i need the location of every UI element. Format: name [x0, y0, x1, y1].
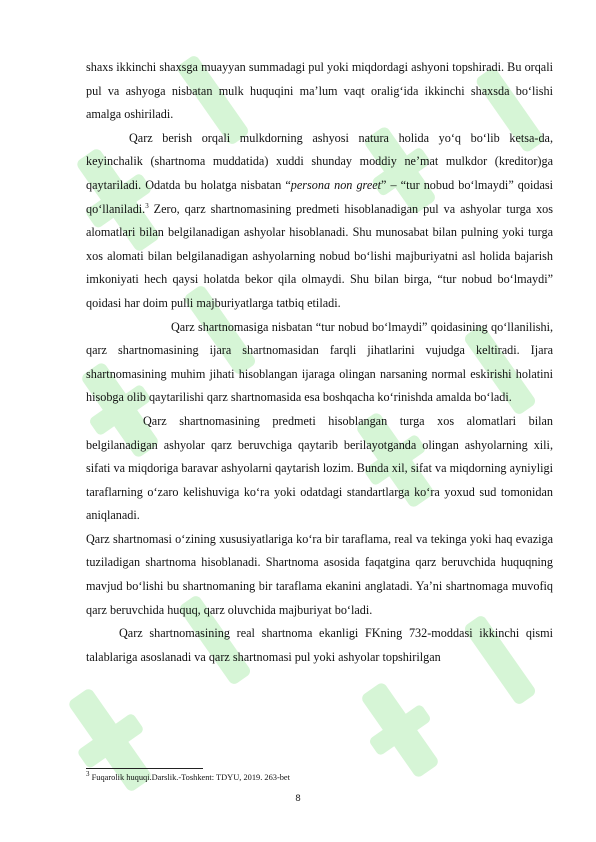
paragraph: Qarz shartnomasi o‘zining xususiyatlariga ko‘ra bir taraflama, real va tekinga yoki haq evaziga tuziladigan shartnoma hisoblanadi. Shartnoma asosida faqatgina qarz beruvchida huquqning mavjud bo‘lishi bu shartnomaning bir taraflama ekanini anglatadi. Ya’ni shartnomaga muvofiq qarz beruvchida huquq, qarz oluvchida majburiyat bo‘ladi.	[86, 531, 553, 617]
paragraph-text: Qarz berish orqali mulkdorning ashyosi natura holida yo‘q bo‘lib ketsa-da, keyinchalik (shartnoma muddatida) xuddi shunday moddiy ne’mat mulkdor (kreditor)ga qaytariladi. Odatda bu holatga nisbatan “	[86, 130, 553, 192]
paragraph: Qarz shartnomasiga nisbatan “tur nobud bo‘lmaydi” qoidasining qo‘llanilishi, qarz shartnomasining ijara shartnomasidan farqli jihatlarini vujudga keltiradi. Ijara shartnomasining muhim jihati hisoblangan ijaraga olingan narsaning normal eskirishi holatini hisobga olib qaytarilishi qarz shartnomasida esa boshqacha ko‘rinishda amalda bo‘ladi.	[86, 319, 553, 405]
footnote-reference[interactable]: 3	[145, 201, 149, 210]
body-text	[86, 56, 553, 669]
paragraph-text: ” – “tur nobud bo‘lmaydi” qoidasi qo‘llaniladi.	[86, 177, 554, 216]
page-number: 8	[295, 793, 301, 804]
watermark-mark	[51, 675, 170, 804]
paragraph: Qarz shartnomasining predmeti hisoblangan turga xos alomatlari bilan belgilanadigan ashyolar qarz beruvchiga qaytarib berilayotganda olingan ashyolarning xili, sifati va miqdoriga baravar ashyolarni qaytarish lozim. Bunda xil, sifat va miqdorning ayniyligi taraflarning o‘zaro kelishuviga ko‘ra yoki odatdagi standartlarga ko‘ra yoxud sud tomonidan aniqlanadi.	[86, 413, 553, 523]
footnote	[86, 772, 553, 784]
paragraph-continued: shaxs ikkinchi shaxsga muayyan summadagi pul yoki miqdordagi ashyoni topshiradi. Bu orqali pul va ashyoga nisbatan mulk huquqini ma’lum vaqt oralig‘ida ikkinchi shaxsda bo‘lishi amalga oshiriladi.	[86, 60, 553, 122]
paragraph-text: Zero, qarz shartnomasining predmeti hisoblanadigan pul va ashyolar turga xos alomatlari bilan belgilanadigan ashyolar hisoblanadi. Shu munosabat bilan pulning yoki turga xos alomati bilan belgilanadigan ashyolarning nobud bo‘lishi majburiyatni asl holida bajarish imkoniyati hech qaysi holatda bekor qila olmaydi. Shu bilan birga, “tur nobud bo‘lmaydi” qoidasi har doim pulli majburiyatlarga tatbiq etiladi.	[86, 201, 553, 310]
footnote-mark: 3	[86, 770, 90, 779]
paragraph: Qarz shartnomasining real shartnoma ekanligi FKning 732-moddasi ikkinchi qismi talablariga asoslanadi va qarz shartnomasi pul yoki ashyolar topshirilgan	[86, 626, 553, 664]
latin-term: persona non greet	[290, 177, 382, 192]
footnote-divider	[86, 768, 203, 769]
paragraph	[86, 127, 553, 316]
footnote-text: Fuqarolik huquqi.Darslik.-Toshkent: TDYU, 2019. 263-bet	[89, 773, 290, 782]
